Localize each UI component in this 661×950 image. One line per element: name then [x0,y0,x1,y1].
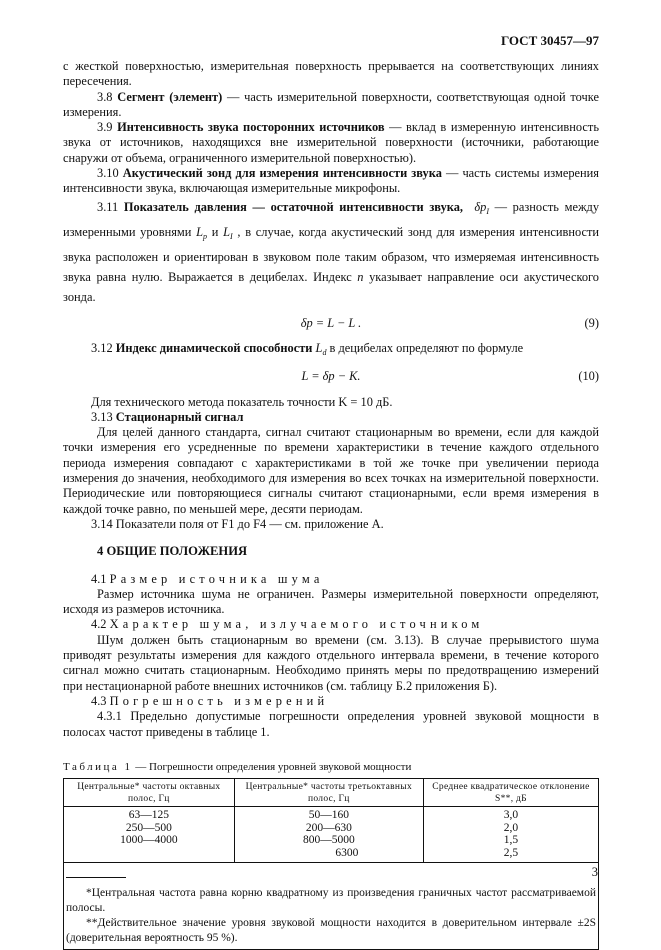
cell: 2,5 [423,847,598,863]
accuracy-note: Для технического метода показатель точности K = 10 дБ. [91,394,393,409]
definition: — вклад в измеренную интенсивность звука от источников, находящихся вне измерительной поверхности (источники, работающие снаружи от объема, ограниченного измерительной поверхностью). [63,120,599,165]
formula-10 [63,369,599,384]
symbol: L [315,340,323,355]
footnote: **Действительное значение уровня звуковой мощности находится в доверительном интервале ±2S (доверительная вероятность 95 %). [66,917,596,944]
footnote: *Центральная частота равна корню квадратному из произведения граничных частот рассматриваемой полосы. [66,887,596,914]
formula-number: (10) [578,369,599,384]
column-header: Центральные* частоты октавных полос, Гц [64,779,234,807]
formula-number: (9) [584,315,599,330]
footnote-divider [66,877,126,878]
clause-number: 4.1 [91,571,107,586]
clause-4-3-heading [63,694,599,709]
term: Сегмент (элемент) [117,89,223,104]
clause-number: 3.10 [97,166,119,181]
subscript: p [203,231,208,241]
clause-3-9 [63,120,599,166]
cell: 6300 [234,847,423,863]
cell: 250—500 [125,821,172,834]
cell: 800—5000 [234,834,423,847]
table-row [64,822,598,835]
subscript: I [230,231,233,241]
term: Индекс динамической способности [115,340,313,355]
clause-3-13-heading [63,410,599,425]
term: Интенсивность звука посторонних источников [117,120,385,135]
clause-title: Размер источника шума [109,571,324,586]
definition: указывает направление оси акустического зонда. [63,269,599,304]
clause-number: 4.3 [91,693,107,708]
clause-4-1-heading [63,572,599,587]
symbol: L [196,224,204,239]
cell: 63—125 [128,809,169,822]
cell: 2,0 [423,822,598,835]
definition: — часть системы измерения интенсивности звука, включающая измерительные микрофоны. [63,166,599,196]
symbol: n [357,269,364,284]
paragraph-continuation: с жесткой поверхностью, измерительная поверхность прерывается на соответствующих линиях пересечения. [63,59,599,89]
term: Акустический зонд для измерения интенсивности звука [122,166,442,181]
clause-number: 3.14 [91,516,113,531]
clause-3-12 [63,341,599,360]
subscript: I [486,206,489,216]
cell: 1000—4000 [120,834,178,847]
clause-title: Характер шума, излучаемого источником [109,617,484,632]
definition: — часть измерительной поверхности, соответствующая одной точке измерения. [63,89,599,119]
definition: , в случае, когда акустический зонд для измерения интенсивности звука расположен и ориентирован в звуковом поле таким образом, что измеряемая интенсивность звука равна нулю. Выражается в децибелах. Индекс [63,224,600,284]
cell: 200—630 [234,822,423,835]
caption-label: Таблица 1 [63,760,133,773]
clause-number: 3.12 [91,340,113,355]
document-id: ГОСТ 30457—97 [500,33,599,48]
page-number: 3 [591,865,598,879]
clause-number: 3.11 [97,199,119,214]
clause-number: 3.9 [97,120,113,135]
term: Показатель давления — остаточной интенсивности звука, [123,199,464,214]
cell: 3,0 [423,807,598,822]
clause-number: 3.8 [97,89,113,104]
symbol: L [223,224,231,239]
text: и [207,224,224,239]
clause-3-11 [63,197,599,307]
table-row [64,834,598,847]
clause-4-2-heading [63,617,599,632]
term: Стационарный сигнал [115,409,244,424]
table-1 [63,778,599,950]
clause-number: 4.2 [91,617,107,632]
clause-4-3-1: 4.3.1 Предельно допустимые погрешности определения уровней звуковой мощности в полосах частот приведены в таблице 1. [63,709,599,739]
clause-4-1-text: Размер источника шума не ограничен. Размеры измерительной поверхности определяют, исходя из размеров источника. [63,586,599,617]
table-caption [63,760,599,775]
clause-title: Погрешность измерений [109,693,329,708]
clause-3-13-text: Для целей данного стандарта, сигнал считают стационарным во времени, если для каждой точки измерения его усредненные по времени характеристики в течение каждого отдельного периода измерения совпадают с характеристиками в той же точке при увеличении периода измерения до значения, необходимого для измерения во всех точках на измерительной поверхности. Периодические или повторяющиеся сигналы считают стационарными, если время измерения в каждой точке равно, по меньшей мере, десяти периодам. [63,425,599,516]
definition: — разность между измеренными уровнями [63,199,600,239]
symbol: δp [474,199,487,214]
cell: 1,5 [423,834,598,847]
clause-number: 3.13 [91,409,113,424]
caption-text: — Погрешности определения уровней звуковой мощности [132,760,412,773]
cell [64,847,234,863]
definition: в децибелах определяют по формуле [326,340,524,355]
page-body [63,59,599,950]
subscript: d [322,347,327,357]
column-header: Центральные* частоты третьоктавных полос, Гц [234,779,423,807]
clause-3-10 [63,166,599,197]
formula-9 [63,316,599,331]
section-heading: 4 ОБЩИЕ ПОЛОЖЕНИЯ [97,544,248,559]
cell: 50—160 [234,807,423,822]
table-row [64,847,598,863]
column-header: Среднее квадратическое отклонение S**, дБ [423,779,598,807]
clause-3-8 [63,90,599,121]
clause-4-2-text: Шум должен быть стационарным во времени (см. 3.13). В случае прерывистого шума приводят результаты измерения для каждого отдельного интервала времени, в течение которого сигнал можно считать стационарным. Необходимо принять меры по предотвращению измерений при нестационарной работе внешних источников (см. таблицу Б.2 приложения Б). [63,632,599,693]
formula-text: δp = L − L . [300,315,362,330]
clause-3-14 [63,517,599,532]
formula-text: L = δp − K. [301,369,361,384]
definition: Показатели поля от F1 до F4 — см. приложение А. [115,516,384,531]
table-row [64,807,598,822]
table-footnotes [64,862,598,949]
